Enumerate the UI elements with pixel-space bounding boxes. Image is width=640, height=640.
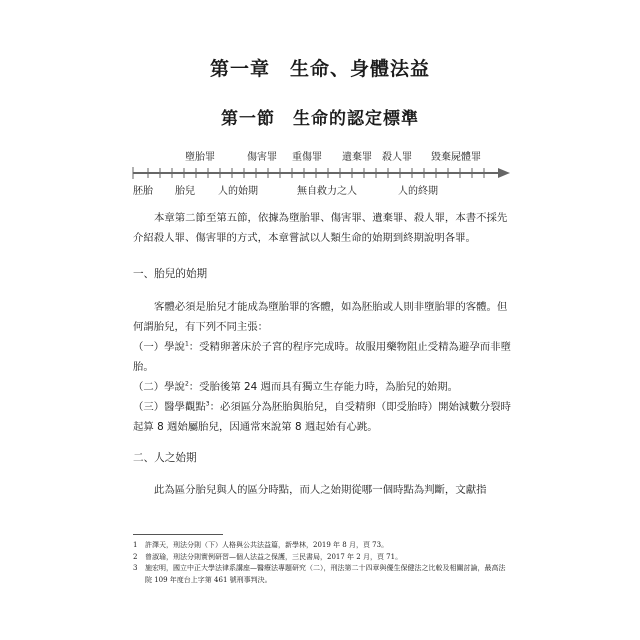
footnote-ref-1: 1 [184, 340, 189, 348]
timeline-stage-beginning-of-life: 人的始期 [218, 186, 258, 197]
doctrine-item-2: （二）學說$^2$：受胎後第 24 週而具有獨立生存能力時，為胎兒的始期。 [133, 380, 458, 393]
timeline-stage-end-of-life: 人的終期 [398, 186, 438, 197]
section-title: 第一節 生命的認定標準 [221, 109, 419, 129]
footnotes [133, 540, 511, 586]
fetus-paragraph: 客體必須是胎兒才能成為墮胎罪的客體，如為胚胎或人則非墮胎罪的客體。但何謂胎兒，有下列不同主張： [133, 301, 508, 333]
footnote-ref-2: 2 [184, 380, 189, 388]
timeline-crime-corpse-desecration: 毀棄屍體罪 [431, 152, 481, 163]
footnote-ref-3: 3 [205, 400, 210, 408]
timeline-crime-homicide: 殺人罪 [382, 152, 412, 163]
chapter-title: 第一章 生命、身體法益 [209, 58, 430, 80]
footnote-text: 施宏明，國立中正大學法律系講座—醫療法專題研究（二），刑法第二十四章與優生保健法之比較及相關討論，最高法院 109 年度台上字第 461 號刑事判決。 [145, 564, 506, 584]
doctrine-item-3: （三）醫學觀點$^3$：必須區分為胚胎與胎兒，自受精卵（即受胎時）開始減數分裂時起算 8 週始屬胎兒，因通常來說第 8 週起始有心跳。 [133, 400, 511, 433]
heading-fetus-beginning: 一、胎兒的始期 [133, 268, 208, 280]
timeline-stage-helpless-person: 無自救力之人 [297, 186, 357, 197]
footnote-text: 曾淑瑜，刑法分則實例研習—個人法益之保護，三民書局，2017 年 2 月，頁 71。 [145, 552, 403, 561]
footnote-2 [133, 552, 511, 564]
footnote-number: 2 [133, 552, 138, 561]
footnote-3 [133, 563, 511, 586]
timeline-crime-abortion: 墮胎罪 [185, 152, 215, 163]
footnote-separator [133, 534, 223, 535]
footnote-text: 許澤天，刑法分則（下）人格與公共法益篇，新學林，2019 年 8 月，頁 73。 [145, 541, 389, 549]
footnote-number: 1 [133, 541, 138, 549]
life-timeline-diagram [0, 140, 640, 200]
timeline-crime-serious-injury: 重傷罪 [292, 152, 322, 163]
timeline-crime-abandonment: 遺棄罪 [342, 152, 372, 163]
timeline-arrowhead [498, 168, 510, 178]
heading-person-beginning: 二、人之始期 [133, 452, 197, 464]
footnote-number: 3 [133, 564, 138, 572]
timeline-stage-embryo: 胚胎 [133, 186, 153, 197]
timeline-stage-fetus: 胎兒 [175, 186, 195, 197]
footnote-1 [133, 540, 511, 552]
doctrine-item-1: （一）學說$^1$：受精卵著床於子宮的程序完成時。故服用藥物阻止受精為避孕而非墮胎。 [133, 340, 511, 373]
person-beginning-paragraph: 此為區分胎兒與人的區分時點，而人之始期從哪一個時點為判斷，文獻指 [154, 484, 487, 496]
timeline-crime-injury: 傷害罪 [247, 152, 277, 163]
intro-paragraph: 本章第二節至第五節，依據為墮胎罪、傷害罪、遺棄罪、殺人罪，本書不採先介紹殺人罪、傷害罪的方式，本章嘗試以人類生命的始期到終期說明各罪。 [133, 212, 508, 244]
